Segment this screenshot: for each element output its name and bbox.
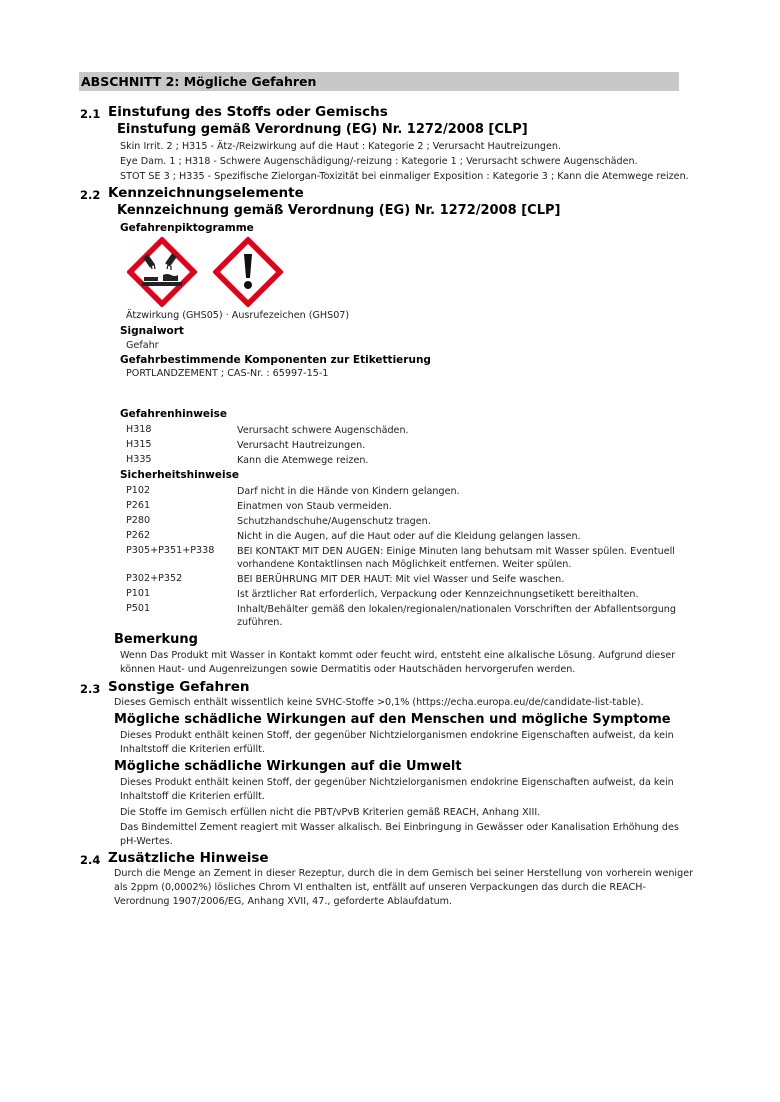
precaution-code: P261 [126, 500, 151, 511]
ghs05-corrosion-icon [127, 237, 197, 307]
environment-effects-text: Dieses Produkt enthält keinen Stoff, der gegenüber Nichtzielorganismen endokrine Eigenschaften aufweist, da kein [120, 777, 674, 788]
precautionary-statements-label: Sicherheitshinweise [120, 469, 239, 481]
precaution-text: Ist ärztlicher Rat erforderlich, Verpackung oder Kennzeichnungsetikett bereithalten. [237, 589, 639, 600]
components-label: Gefahrbestimmende Komponenten zur Etikettierung [120, 354, 431, 366]
environment-effects-text: Das Bindemittel Zement reagiert mit Wasser alkalisch. Bei Einbringung in Gewässer oder Kanalisation Erhöhung des [120, 822, 679, 833]
environment-effects-text: Die Stoffe im Gemisch erfüllen nicht die PBT/vPvB Kriterien gemäß REACH, Anhang XIII. [120, 807, 541, 818]
signal-word-value: Gefahr [126, 340, 159, 351]
hazard-statements-label: Gefahrenhinweise [120, 408, 227, 420]
classification-line: Eye Dam. 1 ; H318 - Schwere Augenschädigung/-reizung : Kategorie 1 ; Verursacht schwere Augenschäden. [120, 156, 638, 167]
precaution-code: P305+P351+P338 [126, 545, 215, 556]
precaution-text-cont: vorhandene Kontaktlinsen nach Möglichkeit entfernen. Weiter spülen. [237, 559, 572, 570]
components-value: PORTLANDZEMENT ; CAS-Nr. : 65997-15-1 [126, 368, 329, 379]
precaution-code: P302+P352 [126, 573, 183, 584]
pictograms-label: Gefahrenpiktogramme [120, 222, 254, 234]
hazard-code: H315 [126, 439, 152, 450]
remark-text: können Haut- und Augenreizungen sowie Dermatitis oder Hautschäden hervorgerufen werden. [120, 664, 576, 675]
precaution-text: BEI BERÜHRUNG MIT DER HAUT: Mit viel Wasser und Seife waschen. [237, 574, 565, 585]
hazard-text: Kann die Atemwege reizen. [237, 455, 369, 466]
hazard-text: Verursacht schwere Augenschäden. [237, 425, 409, 436]
precaution-code: P501 [126, 603, 151, 614]
heading-other-hazards: Sonstige Gefahren [108, 679, 250, 695]
precaution-text-cont: zuführen. [237, 617, 283, 628]
precaution-code: P280 [126, 515, 151, 526]
environment-effects-text: pH-Wertes. [120, 836, 173, 847]
remark-text: Wenn Das Produkt mit Wasser in Kontakt kommt oder feucht wird, entsteht eine alkalische Lösung. Aufgrund dieser [120, 650, 676, 661]
additional-notes-text: Durch die Menge an Zement in dieser Rezeptur, durch die in dem Gemisch bei seiner Herstellung von vorherein weniger [114, 868, 694, 879]
heading-label-elements: Kennzeichnungselemente [108, 185, 304, 201]
pictogram-caption: Ätzwirkung (GHS05) · Ausrufezeichen (GHS07) [126, 310, 350, 321]
ghs07-exclamation-icon [213, 237, 283, 307]
exclamation-pictogram [213, 237, 283, 307]
precaution-code: P262 [126, 530, 151, 541]
additional-notes-text: Verordnung 1907/2006/EG, Anhang XVII, 47., geforderte Ablaufdatum. [114, 896, 453, 907]
signal-word-label: Signalwort [120, 325, 184, 337]
precaution-text: Inhalt/Behälter gemäß den lokalen/regionalen/nationalen Vorschriften der Abfallentsorgung [237, 604, 676, 615]
human-effects-text: Inhaltstoff die Kriterien erfüllt. [120, 744, 265, 755]
section-number-2-1: 2.1 [80, 107, 101, 121]
precaution-code: P101 [126, 588, 151, 599]
section-header-bar [79, 72, 679, 91]
hazard-code: H318 [126, 424, 152, 435]
subheading-clp-classification: Einstufung gemäß Verordnung (EG) Nr. 1272/2008 [CLP] [117, 122, 528, 137]
heading-classification: Einstufung des Stoffs oder Gemischs [108, 104, 388, 120]
human-effects-text: Dieses Produkt enthält keinen Stoff, der gegenüber Nichtzielorganismen endokrine Eigenschaften aufweist, da kein [120, 730, 674, 741]
hazard-code: H335 [126, 454, 152, 465]
classification-line: Skin Irrit. 2 ; H315 - Ätz-/Reizwirkung auf die Haut : Kategorie 2 ; Verursacht Hautreizungen. [120, 141, 562, 152]
precaution-code: P102 [126, 485, 151, 496]
precaution-text: Nicht in die Augen, auf die Haut oder auf die Kleidung gelangen lassen. [237, 531, 581, 542]
subheading-clp-labelling: Kennzeichnung gemäß Verordnung (EG) Nr. 1272/2008 [CLP] [117, 203, 561, 218]
section-number-2-4: 2.4 [80, 853, 101, 867]
heading-additional-notes: Zusätzliche Hinweise [108, 850, 269, 866]
environment-effects-text: Inhaltstoff die Kriterien erfüllt. [120, 791, 265, 802]
precaution-text: Darf nicht in die Hände von Kindern gelangen. [237, 486, 460, 497]
svhc-text: Dieses Gemisch enthält wissentlich keine SVHC-Stoffe >0,1% (https://echa.europa.eu/de/candidate-list-table). [114, 697, 644, 708]
hazard-text: Verursacht Hautreizungen. [237, 440, 366, 451]
environment-effects-heading: Mögliche schädliche Wirkungen auf die Umwelt [114, 759, 462, 774]
remark-heading: Bemerkung [114, 632, 198, 647]
section-number-2-2: 2.2 [80, 188, 101, 202]
human-effects-heading: Mögliche schädliche Wirkungen auf den Menschen und mögliche Symptome [114, 712, 671, 727]
classification-line: STOT SE 3 ; H335 - Spezifische Zielorgan-Toxizität bei einmaliger Exposition : Kategorie 3 ; Kann die Atemwege reizen. [120, 171, 689, 182]
precaution-text: BEI KONTAKT MIT DEN AUGEN: Einige Minuten lang behutsam mit Wasser spülen. Eventuell [237, 546, 675, 557]
corrosion-pictogram [127, 237, 197, 307]
precaution-text: Schutzhandschuhe/Augenschutz tragen. [237, 516, 431, 527]
section-title: ABSCHNITT 2: Mögliche Gefahren [81, 74, 317, 89]
section-number-2-3: 2.3 [80, 682, 101, 696]
precaution-text: Einatmen von Staub vermeiden. [237, 501, 392, 512]
additional-notes-text: als 2ppm (0,0002%) lösliches Chrom VI enthalten ist, entfällt auf unseren Verpackungen das durch die REACH- [114, 882, 646, 893]
